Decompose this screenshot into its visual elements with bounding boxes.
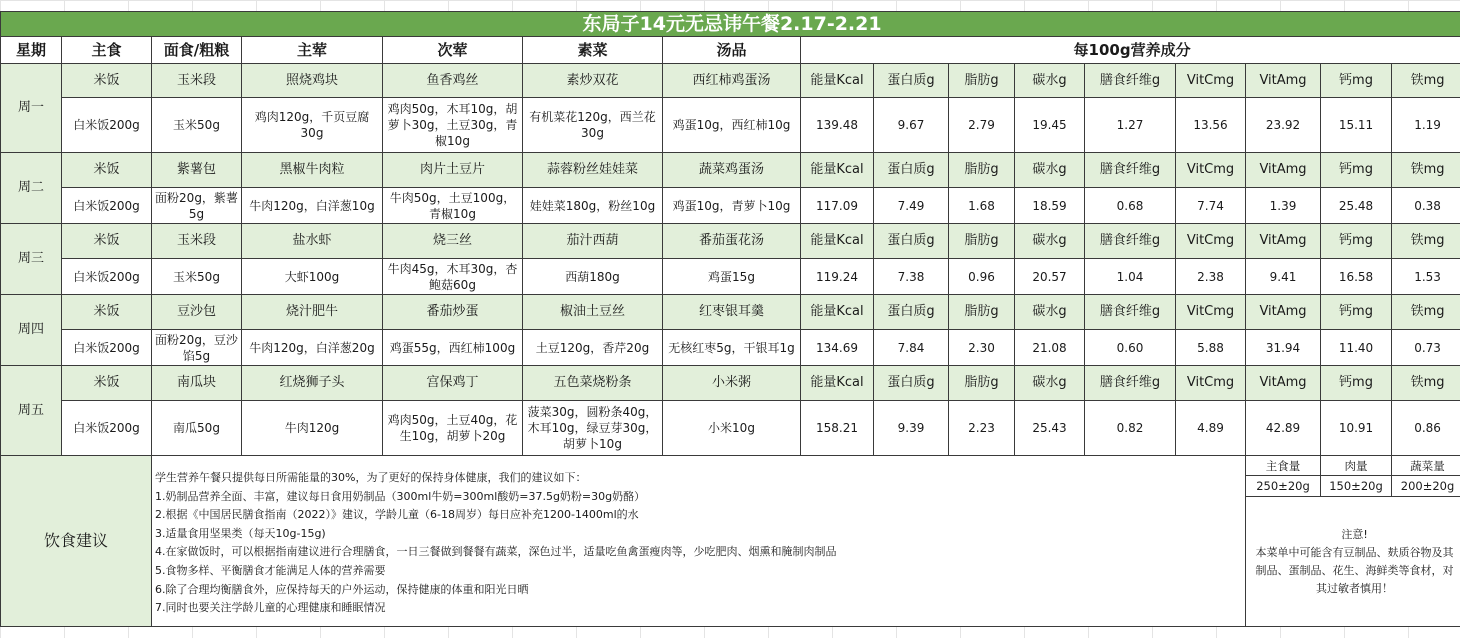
advice-line: 4.在家做饭时，可以根据指南建议进行合理膳食，一日三餐做到餐餐有蔬菜，深色过半，适量吃鱼禽蛋瘦肉等，少吃肥肉、烟熏和腌制肉制品	[155, 545, 837, 559]
nutrient-label: 钙mg	[1321, 64, 1392, 98]
header-side: 次荤	[383, 37, 523, 64]
nutrient-value: 0.73	[1392, 330, 1460, 366]
dish-side: 宫保鸡丁	[383, 366, 523, 401]
menu-table	[0, 11, 1460, 627]
advice-label: 饮食建议	[1, 456, 152, 627]
ingredients-staple: 白米饭200g	[62, 401, 152, 456]
nutrient-label: 钙mg	[1321, 366, 1392, 401]
day-label: 周三	[1, 224, 62, 295]
ingredients-veg: 娃娃菜180g，粉丝10g	[523, 188, 663, 224]
menu-title: 东局子14元无忌讳午餐2.17-2.21	[1, 12, 1460, 37]
ingredient-row	[1, 401, 1460, 456]
nutrient-value: 7.49	[874, 188, 949, 224]
portion-header: 肉量	[1321, 456, 1392, 476]
ingredients-side: 鸡肉50g，木耳10g，胡萝卜30g，土豆30g，青椒10g	[383, 98, 523, 153]
nutrient-value: 20.57	[1015, 259, 1085, 295]
ingredients-staple: 白米饭200g	[62, 259, 152, 295]
nutrient-value: 9.39	[874, 401, 949, 456]
nutrient-label: 铁mg	[1392, 295, 1460, 330]
advice-text	[152, 456, 1246, 627]
ingredients-soup: 鸡蛋10g，西红柿10g	[663, 98, 801, 153]
advice-line: 3.适量食用坚果类（每天10g-15g)	[155, 526, 326, 540]
nutrient-value: 25.48	[1321, 188, 1392, 224]
dish-soup: 番茄蛋花汤	[663, 224, 801, 259]
nutrient-label: 钙mg	[1321, 153, 1392, 188]
header-day: 星期	[1, 37, 62, 64]
allergy-note	[1246, 497, 1460, 627]
dish-flour: 豆沙包	[152, 295, 242, 330]
nutrient-label: 碳水g	[1015, 295, 1085, 330]
nutrient-value: 1.68	[949, 188, 1015, 224]
nutrient-value: 13.56	[1176, 98, 1246, 153]
header-nutrition: 每100g营养成分	[801, 37, 1460, 64]
nutrient-label: 能量Kcal	[801, 366, 874, 401]
nutrient-label: VitAmg	[1246, 64, 1321, 98]
ingredients-side: 牛肉50g，土豆100g，青椒10g	[383, 188, 523, 224]
nutrient-value: 16.58	[1321, 259, 1392, 295]
nutrient-value: 0.60	[1085, 330, 1176, 366]
nutrient-label: 能量Kcal	[801, 224, 874, 259]
dish-row	[1, 295, 1460, 330]
nutrient-label: VitCmg	[1176, 295, 1246, 330]
header-main: 主荤	[242, 37, 383, 64]
dish-staple: 米饭	[62, 64, 152, 98]
ingredients-main: 牛肉120g，白洋葱20g	[242, 330, 383, 366]
nutrient-label: 钙mg	[1321, 224, 1392, 259]
nutrient-label: 蛋白质g	[874, 64, 949, 98]
nutrient-value: 21.08	[1015, 330, 1085, 366]
nutrient-label: 脂肪g	[949, 366, 1015, 401]
nutrient-value: 0.96	[949, 259, 1015, 295]
nutrient-label: 蛋白质g	[874, 153, 949, 188]
ingredients-staple: 白米饭200g	[62, 188, 152, 224]
advice-line: 2.根据《中国居民膳食指南（2022）》建议，学龄儿童（6-18周岁）每日应补充1200-1400ml的水	[155, 508, 639, 522]
dish-veg: 蒜蓉粉丝娃娃菜	[523, 153, 663, 188]
nutrient-value: 2.30	[949, 330, 1015, 366]
nutrient-value: 158.21	[801, 401, 874, 456]
ingredients-soup: 鸡蛋10g，青萝卜10g	[663, 188, 801, 224]
nutrient-label: VitCmg	[1176, 64, 1246, 98]
nutrient-label: 能量Kcal	[801, 295, 874, 330]
allergy-note-title: 注意!	[1341, 527, 1368, 541]
dish-staple: 米饭	[62, 366, 152, 401]
nutrient-value: 0.86	[1392, 401, 1460, 456]
nutrient-value: 0.82	[1085, 401, 1176, 456]
nutrient-label: 碳水g	[1015, 224, 1085, 259]
nutrient-label: 能量Kcal	[801, 153, 874, 188]
dish-row	[1, 224, 1460, 259]
portion-header: 蔬菜量	[1392, 456, 1460, 476]
day-label: 周二	[1, 153, 62, 224]
ingredients-side: 鸡肉50g，土豆40g，花生10g，胡萝卜20g	[383, 401, 523, 456]
dish-flour: 紫薯包	[152, 153, 242, 188]
ingredients-main: 鸡肉120g，千页豆腐30g	[242, 98, 383, 153]
ingredients-main: 大虾100g	[242, 259, 383, 295]
ingredients-staple: 白米饭200g	[62, 98, 152, 153]
nutrient-value: 2.23	[949, 401, 1015, 456]
nutrient-value: 15.11	[1321, 98, 1392, 153]
nutrient-value: 5.88	[1176, 330, 1246, 366]
nutrient-value: 10.91	[1321, 401, 1392, 456]
ingredient-row	[1, 330, 1460, 366]
nutrient-value: 1.27	[1085, 98, 1176, 153]
nutrient-value: 119.24	[801, 259, 874, 295]
nutrient-label: VitCmg	[1176, 153, 1246, 188]
nutrient-value: 134.69	[801, 330, 874, 366]
dish-soup: 小米粥	[663, 366, 801, 401]
day-label: 周五	[1, 366, 62, 456]
nutrient-value: 42.89	[1246, 401, 1321, 456]
dish-main: 盐水虾	[242, 224, 383, 259]
dish-main: 红烧狮子头	[242, 366, 383, 401]
ingredient-row	[1, 188, 1460, 224]
dish-flour: 玉米段	[152, 64, 242, 98]
dish-main: 烧汁肥牛	[242, 295, 383, 330]
dish-flour: 南瓜块	[152, 366, 242, 401]
dish-veg: 茄汁西葫	[523, 224, 663, 259]
nutrient-label: 膳食纤维g	[1085, 295, 1176, 330]
ingredients-soup: 无核红枣5g，干银耳1g	[663, 330, 801, 366]
dish-veg: 素炒双花	[523, 64, 663, 98]
dish-side: 烧三丝	[383, 224, 523, 259]
nutrient-label: 碳水g	[1015, 366, 1085, 401]
nutrient-label: VitAmg	[1246, 366, 1321, 401]
nutrient-value: 7.74	[1176, 188, 1246, 224]
dish-row	[1, 153, 1460, 188]
nutrient-label: 蛋白质g	[874, 295, 949, 330]
nutrient-value: 7.84	[874, 330, 949, 366]
ingredients-veg: 有机菜花120g，西兰花30g	[523, 98, 663, 153]
nutrient-label: VitAmg	[1246, 153, 1321, 188]
advice-line: 1.奶制品营养全面、丰富，建议每日食用奶制品（300ml牛奶=300ml酸奶=37.5g奶粉=30g奶酪）	[155, 489, 646, 503]
ingredients-flour: 南瓜50g	[152, 401, 242, 456]
dish-staple: 米饭	[62, 153, 152, 188]
dish-veg: 五色菜烧粉条	[523, 366, 663, 401]
allergy-note-text: 本菜单中可能含有豆制品、麸质谷物及其制品、蛋制品、花生、海鲜类等食材，对其过敏者慎用！	[1255, 545, 1454, 595]
advice-line: 学生营养午餐只提供每日所需能量的30%，为了更好的保持身体健康，我们的建议如下：	[155, 471, 587, 484]
ingredients-main: 牛肉120g，白洋葱10g	[242, 188, 383, 224]
header-veg: 素菜	[523, 37, 663, 64]
ingredients-main: 牛肉120g	[242, 401, 383, 456]
advice-line: 7.同时也要关注学龄儿童的心理健康和睡眠情况	[155, 601, 386, 615]
portion-value: 200±20g	[1392, 476, 1460, 497]
nutrient-value: 19.45	[1015, 98, 1085, 153]
nutrient-value: 7.38	[874, 259, 949, 295]
nutrient-label: 钙mg	[1321, 295, 1392, 330]
nutrient-value: 1.04	[1085, 259, 1176, 295]
dish-soup: 蔬菜鸡蛋汤	[663, 153, 801, 188]
dish-soup: 西红柿鸡蛋汤	[663, 64, 801, 98]
dish-soup: 红枣银耳羹	[663, 295, 801, 330]
nutrient-value: 0.38	[1392, 188, 1460, 224]
nutrient-label: 碳水g	[1015, 153, 1085, 188]
nutrient-value: 31.94	[1246, 330, 1321, 366]
portion-value: 150±20g	[1321, 476, 1392, 497]
ingredients-flour: 玉米50g	[152, 98, 242, 153]
nutrient-label: VitAmg	[1246, 295, 1321, 330]
ingredients-soup: 小米10g	[663, 401, 801, 456]
nutrient-label: 膳食纤维g	[1085, 366, 1176, 401]
nutrient-value: 117.09	[801, 188, 874, 224]
ingredients-veg: 菠菜30g，圆粉条40g，木耳10g，绿豆芽30g，胡萝卜10g	[523, 401, 663, 456]
nutrient-label: 蛋白质g	[874, 224, 949, 259]
nutrient-label: 铁mg	[1392, 366, 1460, 401]
portion-value: 250±20g	[1246, 476, 1321, 497]
ingredients-side: 牛肉45g，木耳30g，杏鲍菇60g	[383, 259, 523, 295]
nutrient-value: 1.53	[1392, 259, 1460, 295]
nutrient-value: 0.68	[1085, 188, 1176, 224]
ingredient-row	[1, 259, 1460, 295]
nutrient-value: 2.38	[1176, 259, 1246, 295]
nutrient-label: 膳食纤维g	[1085, 153, 1176, 188]
header-staple: 主食	[62, 37, 152, 64]
nutrient-label: 脂肪g	[949, 224, 1015, 259]
ingredients-side: 鸡蛋55g，西红柿100g	[383, 330, 523, 366]
dish-staple: 米饭	[62, 295, 152, 330]
nutrient-label: 碳水g	[1015, 64, 1085, 98]
nutrient-value: 2.79	[949, 98, 1015, 153]
nutrient-label: 铁mg	[1392, 153, 1460, 188]
nutrient-label: 膳食纤维g	[1085, 224, 1176, 259]
dish-side: 鱼香鸡丝	[383, 64, 523, 98]
nutrient-label: 脂肪g	[949, 153, 1015, 188]
ingredients-flour: 面粉20g，豆沙馅5g	[152, 330, 242, 366]
dish-staple: 米饭	[62, 224, 152, 259]
dish-row	[1, 366, 1460, 401]
dish-row	[1, 64, 1460, 98]
portion-header: 主食量	[1246, 456, 1321, 476]
ingredients-veg: 西葫180g	[523, 259, 663, 295]
dish-side: 肉片土豆片	[383, 153, 523, 188]
ingredients-flour: 玉米50g	[152, 259, 242, 295]
header-flour: 面食/粗粮	[152, 37, 242, 64]
ingredients-veg: 土豆120g，香芹20g	[523, 330, 663, 366]
nutrient-value: 23.92	[1246, 98, 1321, 153]
nutrient-value: 25.43	[1015, 401, 1085, 456]
advice-line: 5.食物多样、平衡膳食才能满足人体的营养需要	[155, 563, 386, 577]
nutrient-value: 1.39	[1246, 188, 1321, 224]
nutrient-label: 铁mg	[1392, 224, 1460, 259]
nutrient-value: 1.19	[1392, 98, 1460, 153]
nutrient-value: 18.59	[1015, 188, 1085, 224]
dish-side: 番茄炒蛋	[383, 295, 523, 330]
day-label: 周四	[1, 295, 62, 366]
day-label: 周一	[1, 64, 62, 153]
nutrient-value: 4.89	[1176, 401, 1246, 456]
dish-main: 照烧鸡块	[242, 64, 383, 98]
advice-line: 6.除了合理均衡膳食外，应保持每天的户外运动，保持健康的体重和阳光日晒	[155, 582, 529, 596]
dish-veg: 椒油土豆丝	[523, 295, 663, 330]
nutrient-label: VitAmg	[1246, 224, 1321, 259]
nutrient-value: 9.41	[1246, 259, 1321, 295]
nutrient-label: 蛋白质g	[874, 366, 949, 401]
nutrient-label: 脂肪g	[949, 64, 1015, 98]
nutrient-value: 11.40	[1321, 330, 1392, 366]
nutrient-label: 脂肪g	[949, 295, 1015, 330]
nutrient-label: VitCmg	[1176, 224, 1246, 259]
nutrient-value: 139.48	[801, 98, 874, 153]
header-soup: 汤品	[663, 37, 801, 64]
nutrient-label: 能量Kcal	[801, 64, 874, 98]
ingredients-flour: 面粉20g，紫薯5g	[152, 188, 242, 224]
nutrient-label: VitCmg	[1176, 366, 1246, 401]
dish-main: 黑椒牛肉粒	[242, 153, 383, 188]
ingredients-staple: 白米饭200g	[62, 330, 152, 366]
nutrient-label: 膳食纤维g	[1085, 64, 1176, 98]
nutrient-label: 铁mg	[1392, 64, 1460, 98]
ingredients-soup: 鸡蛋15g	[663, 259, 801, 295]
dish-flour: 玉米段	[152, 224, 242, 259]
nutrient-value: 9.67	[874, 98, 949, 153]
ingredient-row	[1, 98, 1460, 153]
